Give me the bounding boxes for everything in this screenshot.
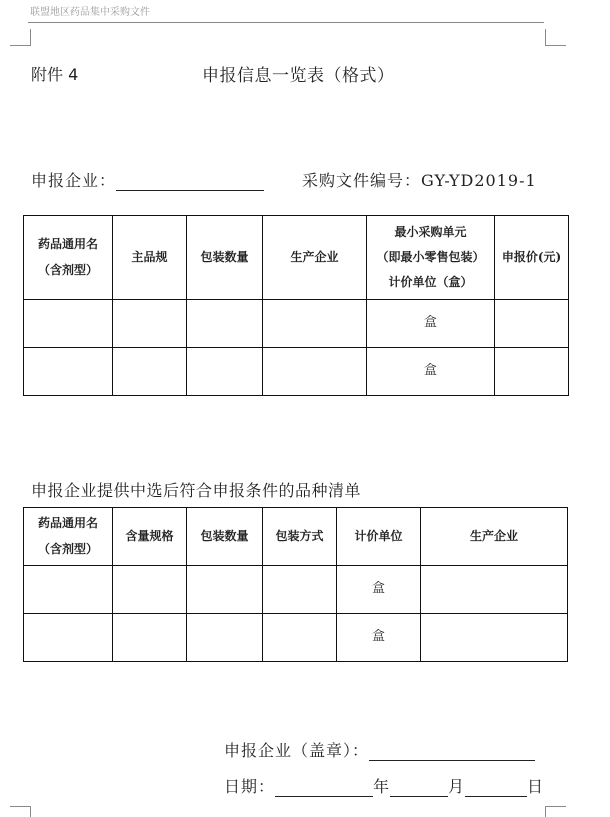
- table-cell[interactable]: [495, 348, 569, 396]
- table-cell[interactable]: [187, 300, 263, 348]
- document-header: 联盟地区药品集中采购文件: [30, 7, 150, 18]
- table-cell[interactable]: [24, 566, 113, 614]
- seal-blank[interactable]: [369, 742, 535, 761]
- header-pack-method: 包装方式: [263, 508, 337, 566]
- table-row: [24, 300, 569, 348]
- table-row: [24, 614, 568, 662]
- header-main-spec: 主品规: [113, 216, 187, 300]
- table-cell[interactable]: [421, 614, 568, 662]
- year-label: 年: [373, 777, 391, 796]
- table-cell[interactable]: [113, 348, 187, 396]
- table-cell[interactable]: [113, 566, 187, 614]
- header-price: 申报价(元): [495, 216, 569, 300]
- attachment-label: 附件 4: [31, 65, 79, 84]
- company-label: 申报企业：: [31, 171, 117, 190]
- unit-cell: 盒: [367, 348, 495, 396]
- table-cell[interactable]: [263, 614, 337, 662]
- table-header-row: [24, 508, 568, 566]
- table-cell[interactable]: [113, 300, 187, 348]
- header-rule: [28, 22, 544, 23]
- table-cell[interactable]: [187, 566, 263, 614]
- doc-number-value: GY-YD2019-1: [421, 171, 537, 190]
- header-pricing-unit: 计价单位: [337, 508, 421, 566]
- table-row: [24, 566, 568, 614]
- table-cell[interactable]: [24, 614, 113, 662]
- crop-mark-top-right: [545, 29, 566, 46]
- unit-cell: 盒: [337, 614, 421, 662]
- crop-mark-bottom-left: [10, 806, 31, 817]
- header-manufacturer: 生产企业: [263, 216, 367, 300]
- table-cell[interactable]: [187, 614, 263, 662]
- company-field: [31, 168, 264, 191]
- header-pack-qty: 包装数量: [187, 216, 263, 300]
- date-label: 日期：: [224, 777, 276, 796]
- header-content-spec: 含量规格: [113, 508, 187, 566]
- table-cell[interactable]: [113, 614, 187, 662]
- table-cell[interactable]: [24, 300, 113, 348]
- company-blank[interactable]: [116, 172, 264, 191]
- seal-field: [224, 738, 535, 761]
- unit-cell: 盒: [337, 566, 421, 614]
- table-header-row: [24, 216, 569, 300]
- date-field: [224, 774, 544, 797]
- table-row: [24, 348, 569, 396]
- crop-mark-bottom-right: [545, 806, 566, 817]
- table-cell[interactable]: [263, 300, 367, 348]
- header-drug-name: 药品通用名 （含剂型）: [24, 508, 113, 566]
- crop-mark-top-left: [10, 29, 31, 46]
- month-blank[interactable]: [390, 778, 448, 797]
- table-cell[interactable]: [421, 566, 568, 614]
- year-blank[interactable]: [275, 778, 373, 797]
- doc-number-field: [302, 168, 537, 191]
- table-cell[interactable]: [263, 566, 337, 614]
- table-cell[interactable]: [495, 300, 569, 348]
- unit-cell: 盒: [367, 300, 495, 348]
- header-pack-qty: 包装数量: [187, 508, 263, 566]
- doc-number-label: 采购文件编号：: [302, 171, 422, 190]
- day-blank[interactable]: [465, 778, 527, 797]
- header-min-unit: 最小采购单元 （即最小零售包装） 计价单位（盒）: [367, 216, 495, 300]
- header-manufacturer: 生产企业: [421, 508, 568, 566]
- seal-label: 申报企业（盖章）：: [224, 741, 370, 760]
- declaration-table: [23, 215, 569, 396]
- page-title: 申报信息一览表（格式）: [202, 66, 395, 86]
- selected-varieties-table: [23, 507, 568, 662]
- month-label: 月: [448, 777, 466, 796]
- table-cell[interactable]: [187, 348, 263, 396]
- table-cell[interactable]: [24, 348, 113, 396]
- day-label: 日: [527, 777, 545, 796]
- section2-title: 申报企业提供中选后符合申报条件的品种清单: [31, 481, 362, 500]
- table-cell[interactable]: [263, 348, 367, 396]
- header-drug-name: 药品通用名 （含剂型）: [24, 216, 113, 300]
